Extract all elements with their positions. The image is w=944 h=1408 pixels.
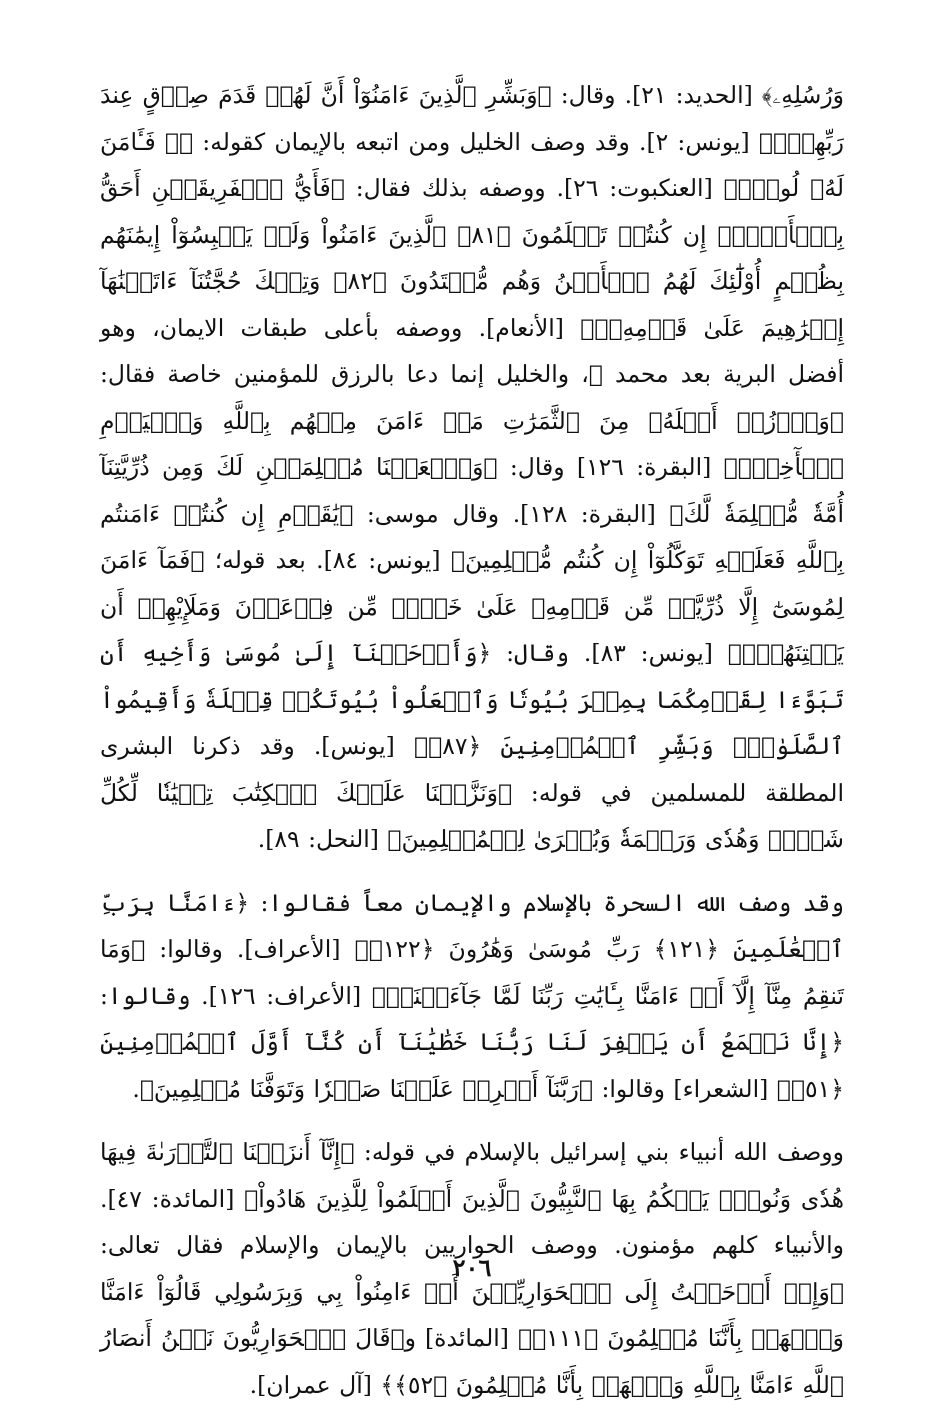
paragraph-3: ووصف الله أنبياء بني إسرائيل بالإسلام في قوله: ﴿إِنَّآ أَنزَلۡنَا ٱلتَّوۡرَىٰةَ فِيهَا هُدٗى وَنُورٞۚ يَحۡكُمُ بِهَا ٱلنَّبِيُّونَ ٱلَّذِينَ أَسۡلَمُواْ لِلَّذِينَ هَادُواْ﴾ [المائدة: ٤٧]. والأنبياء كلهم مؤمنون. ووصف الحواريين بالإيمان والإسلام فقال تعالى: ﴿وَإِذۡ أَوۡحَيۡتُ إِلَى ٱلۡحَوَارِيِّـۧنَ أَنۡ ءَامِنُواْ بِي وَبِرَسُولِي قَالُوٓاْ ءَامَنَّا وَٱشۡهَدۡ بِأَنَّنَا مُسۡلِمُونَ ﴿١١١﴾﴾ [المائدة] و﴿قَالَ ٱلۡحَوَارِيُّونَ نَحۡنُ أَنصَارُ ٱللَّهِ ءَامَنَّا بِٱللَّهِ وَٱشۡهَدۡ بِأَنَّا مُسۡلِمُونَ ﴿٥٢﴾﴾ [آل عمران]. <box>100 1138 844 1399</box>
paragraph-2: وقد وصف الله السحرة بالإسلام والإيمان معاً فقالوا: ﴿ءَامَنَّا بِرَبِّ ٱلۡعَٰلَمِينَ ﴿١٢١﴾ رَبِّ مُوسَىٰ وَهَٰرُونَ ﴿١٢٢﴾﴾ [الأعراف]. وقالوا: ﴿وَمَا تَنقِمُ مِنَّآ إِلَّآ أَنۡ ءَامَنَّا بِـَٔايَٰتِ رَبِّنَا لَمَّا جَآءَتۡنَاۚ﴾ [الأعراف: ١٢٦]. وقالوا: ﴿إِنَّا نَطۡمَعُ أَن يَغۡفِرَ لَنَا رَبُّنَا خَطَٰيَٰنَآ أَن كُنَّآ أَوَّلَ ٱلۡمُؤۡمِنِينَ ﴿٥١﴾﴾ [الشعراء] وقالوا: ﴿رَبَّنَآ أَفۡرِغۡ عَلَيۡنَا صَبۡرٗا وَتَوَفَّنَا مُسۡلِمِينَ﴾. <box>100 888 844 1103</box>
page-number: ٢٠٦ <box>452 1253 492 1282</box>
page-body <box>100 72 845 1399</box>
paragraph-1: وَرُسُلِهِۦ﴾ [الحديد: ٢١]. وقال: ﴿وَبَشِّرِ ٱلَّذِينَ ءَامَنُوٓاْ أَنَّ لَهُمۡ قَدَمَ صِدۡقٍ عِندَ رَبِّهِمۡۗ﴾ [يونس: ٢]. وقد وصف الخليل ومن اتبعه بالإيمان كقوله: ﴿۞ فَـَٔامَنَ لَهُۥ لُوطٞۘ﴾ [العنكبوت: ٢٦]. ووصفه بذلك فقال: ﴿فَأَيُّ ٱلۡفَرِيقَيۡنِ أَحَقُّ بِٱلۡأَمۡنِۖ إِن كُنتُمۡ تَعۡلَمُونَ ﴿٨١﴾ ٱلَّذِينَ ءَامَنُواْ وَلَمۡ يَلۡبِسُوٓاْ إِيمَٰنَهُم بِظُلۡمٍ أُوْلَٰٓئِكَ لَهُمُ ٱلۡأَمۡنُ وَهُم مُّهۡتَدُونَ ﴿٨٢﴾ وَتِلۡكَ حُجَّتُنَآ ءَاتَيۡنَٰهَآ إِبۡرَٰهِيمَ عَلَىٰ قَوۡمِهِۦۚ﴾ [الأنعام]. ووصفه بأعلى طبقات الايمان، وهو أفضل البرية بعد محمد ﷺ، والخليل إنما دعا بالرزق للمؤمنين خاصة فقال: ﴿وَٱرۡزُقۡ أَهۡلَهُۥ مِنَ ٱلثَّمَرَٰتِ مَنۡ ءَامَنَ مِنۡهُم بِٱللَّهِ وَٱلۡيَوۡمِ ٱلۡأٓخِرِۖ﴾ [البقرة: ١٢٦] وقال: ﴿وَٱجۡعَلۡنَا مُسۡلِمَيۡنِ لَكَ وَمِن ذُرِّيَّتِنَآ أُمَّةٗ مُّسۡلِمَةٗ لَّكَ﴾ [البقرة: ١٢٨]. وقال موسى: ﴿يَٰقَوۡمِ إِن كُنتُمۡ ءَامَنتُم بِٱللَّهِ فَعَلَيۡهِ تَوَكَّلُوٓاْ إِن كُنتُم مُّسۡلِمِينَ﴾ [يونس: ٨٤]. بعد قوله؛ ﴿فَمَآ ءَامَنَ لِمُوسَىٰٓ إِلَّا ذُرِّيَّةٞ مِّن قَوۡمِهِۦ عَلَىٰ خَوۡفٖ مِّن فِرۡعَوۡنَ وَمَلَإِيْهِمۡ أَن يَفۡتِنَهُمۡۚ﴾ [يونس: ٨٣]. وقال: ﴿وَأَوۡحَيۡنَآ إِلَىٰ مُوسَىٰ وَأَخِيهِ أَن تَبَوَّءَا لِقَوۡمِكُمَا بِمِصۡرَ بُيُوتٗا وَٱجۡعَلُواْ بُيُوتَكُمۡ قِبۡلَةٗ وَأَقِيمُواْ ٱلصَّلَوٰةَۗ وَبَشِّرِ ٱلۡمُؤۡمِنِينَ ﴿٨٧﴾﴾ [يونس]. وقد ذكرنا البشرى المطلقة للمسلمين في قوله: ﴿وَنَزَّلۡنَا عَلَيۡكَ ٱلۡكِتَٰبَ تِبۡيَٰنٗا لِّكُلِّ شَيۡءٖ وَهُدٗى وَرَحۡمَةٗ وَبُشۡرَىٰ لِلۡمُسۡلِمِينَ﴾ [النحل: ٨٩]. <box>100 81 845 853</box>
